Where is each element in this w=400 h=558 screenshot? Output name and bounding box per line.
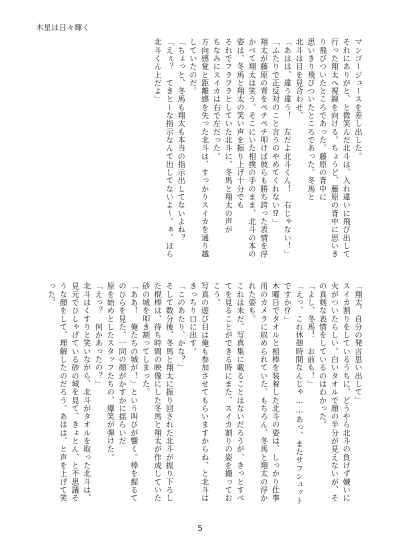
paragraph: そして数分後、冬馬と翔太に振り回された北斗が振り下ろした棍棒は、待ち時間の映像にした冬馬と翔太が作成していた砂の城を叩き割ってしまった。 bbox=[141, 282, 175, 503]
paragraph: 北斗は目を見合わせ、 bbox=[295, 38, 305, 120]
paragraph: 「ちょっと、冬馬も翔太も本当の指示出してないよね？ bbox=[177, 38, 187, 242]
paragraph: 木曜日でタオルと相棒を装着した北斗の姿は、しっかり仕事用のカメラに収められていた。もちろん、冬馬と翔太の浮かれた姿も。 bbox=[247, 282, 281, 503]
paragraph: それにありがと、と微笑んだ北斗は、入れ違いに飛び出して行った翔太へ視線を向ける。ちょうど、藤原の背中に思いきり飛びついたところであった。藤原の背中に bbox=[318, 38, 352, 259]
paragraph: 「あはは、違う違う！ 左だよ北斗くん！ 右じゃない！」 bbox=[283, 38, 293, 259]
paragraph: 写真の遊び目は俺も参加させてもらいますからね、と北斗はきっちり口に出す。 bbox=[188, 282, 210, 503]
paragraph: 「このあたり、かな？」 bbox=[177, 282, 187, 372]
paragraph: マンゴージュースを差し出した。 bbox=[354, 38, 363, 161]
paragraph: それでフラフラとしていた北斗に、冬馬と翔太の声が bbox=[224, 38, 234, 234]
paragraph: 方向感覚と距離感を失った北斗は、すっかりスイカを通り越していたのだ。 bbox=[188, 38, 210, 259]
paragraph: ちなみにスイカは右で左だった。 bbox=[212, 38, 222, 161]
text-column-top bbox=[28, 38, 364, 264]
running-header: 木星は日々輝く bbox=[36, 23, 90, 32]
paragraph: 「えぇ？ てきとーな指示なんて出してないよ～。ぁ、ほら北斗くん上だよ」 bbox=[153, 38, 175, 259]
paragraph: 「ふたりで正反対のこと言うのやめてくれない⁉」 bbox=[271, 38, 281, 227]
paragraph: 翔太が藤原の背をペチペチ叩けば彼らも勝ち誇った表情を浮かべて翔太は笑う。そこにいた相撲の手のまま、北斗の本の姿は、冬馬と翔太の笑い声を振り上げ十分でも bbox=[236, 38, 269, 259]
paragraph: 原を始めとしたスタッフたちの、爆笑が弾けた。 bbox=[106, 282, 116, 462]
paragraph: スイカ割りをしているうちに、どうやら北斗の負けず嫌いに火がついたらしい。白いタオルで顔の半分が見えないが、その真剣な表情をしているのはわかった。 bbox=[318, 282, 352, 503]
paragraph: 北斗はくすりと笑いながら、北斗がタオルを取った北斗は、見元でひしゃげている砂の城を見て、きょとん、と不思議そうな顔をして、理解したのだろう。あはは、と声を上げて笑った。 bbox=[47, 282, 92, 503]
paragraph: 「よし、冬馬！ お前も！」 bbox=[306, 282, 316, 388]
paragraph: 「翔太、自分の発言思い出して」 bbox=[354, 282, 363, 405]
paragraph: 思いきり飛びついたところであった。冬馬と bbox=[306, 38, 316, 201]
paragraph: これは未だ、写真集に載ることはないだろうが、きっとすべてを見ることができる時にまた、スイカ割りの姿を撮っておこう。 bbox=[212, 282, 246, 503]
paragraph: 「ああ！ 俺たちの城が！」という叫びが響く。棒を握るてのひらを見た、一同の顔がかすかに揺らいだ bbox=[118, 282, 139, 503]
page-number: 5 bbox=[197, 524, 203, 533]
text-column-bottom bbox=[28, 282, 364, 508]
paragraph: 「えっ、これ休憩時間なんじゃ……あっ、またサフシュットですか⁉」 bbox=[283, 282, 305, 505]
paragraph: 「えっ？ 何かあったの？」 bbox=[94, 282, 104, 388]
